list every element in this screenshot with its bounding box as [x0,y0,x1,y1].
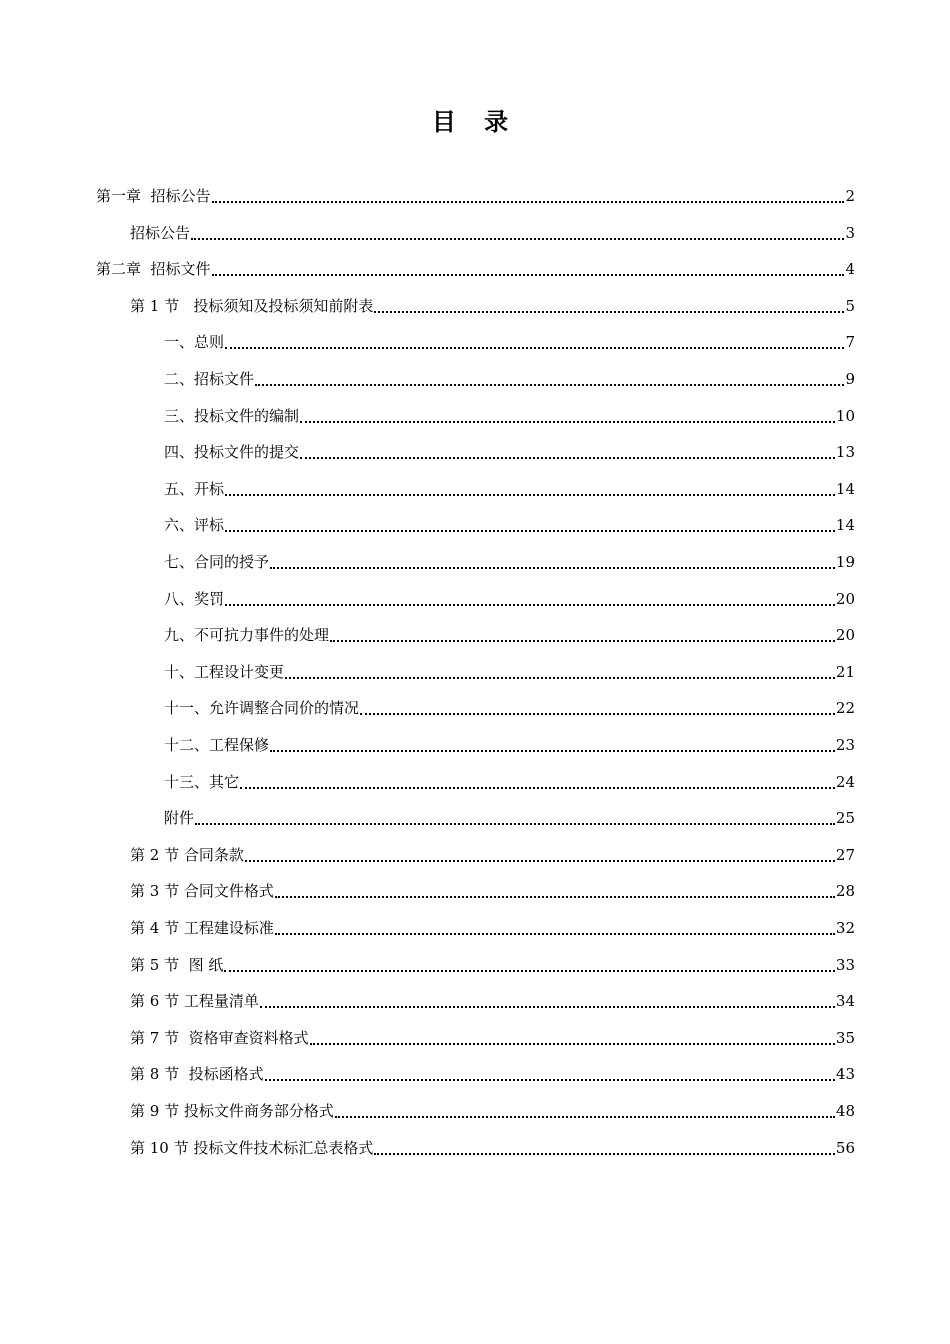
toc-page-number: 23 [835,736,855,754]
toc-page-number: 22 [835,699,855,717]
toc-entry[interactable] [164,654,855,690]
toc-leader-dots [270,567,835,569]
toc-leader-dots [195,823,835,825]
toc-page-number: 19 [835,553,855,571]
toc-entry-title: 一、总则 [164,333,225,351]
toc-page-number: 5 [845,297,855,315]
toc-entry-title: 八、奖罚 [164,590,225,608]
toc-entry-title: 九、不可抗力事件的处理 [164,626,330,644]
toc-leader-dots [275,896,835,898]
toc-page-number: 4 [845,260,855,278]
toc-entry[interactable] [130,215,855,251]
toc-leader-dots [212,274,845,276]
toc-entry-title: 七、合同的授予 [164,553,270,571]
toc-entry-title: 第 1 节 投标须知及投标须知前附表 [130,297,374,315]
toc-entry[interactable] [164,690,855,726]
toc-leader-dots [374,311,844,313]
toc-page-number: 9 [845,370,855,388]
toc-page-number: 28 [835,882,855,900]
toc-entry-title: 第 2 节 合同条款 [130,846,244,864]
toc-page-number: 35 [835,1029,855,1047]
toc-entry[interactable] [164,544,855,580]
toc-entry-title: 招标公告 [130,224,191,242]
toc-entry-title: 四、投标文件的提交 [164,443,300,461]
toc-entry[interactable] [164,727,855,763]
toc-entry-title: 十二、工程保修 [164,736,270,754]
toc-entry-title: 第 6 节 工程量清单 [130,992,259,1010]
toc-leader-dots [310,1043,835,1045]
toc-entry[interactable] [130,1130,855,1166]
toc-entry-title: 六、评标 [164,516,225,534]
toc-entry[interactable] [164,361,855,397]
toc-entry[interactable] [130,288,855,324]
toc-entry[interactable] [164,434,855,470]
toc-leader-dots [225,604,835,606]
toc-page-number: 20 [835,626,855,644]
toc-leader-dots [275,933,835,935]
toc-entry[interactable] [164,581,855,617]
toc-leader-dots [330,640,835,642]
toc-leader-dots [374,1153,835,1155]
toc-entry-title: 第 10 节 投标文件技术标汇总表格式 [130,1139,374,1157]
toc-entry-title: 二、招标文件 [164,370,255,388]
toc-entry-title: 第 9 节 投标文件商务部分格式 [130,1102,334,1120]
toc-page-number: 7 [845,333,855,351]
toc-entry[interactable] [164,507,855,543]
toc-leader-dots [270,750,835,752]
toc-leader-dots [255,384,844,386]
toc-leader-dots [300,421,835,423]
toc-page-number: 56 [835,1139,855,1157]
toc-page-number: 34 [835,992,855,1010]
toc-page-number: 21 [835,663,855,681]
toc-leader-dots [300,457,835,459]
toc-leader-dots [240,787,835,789]
toc-page-number: 13 [835,443,855,461]
toc-page-number: 48 [835,1102,855,1120]
toc-page-number: 2 [845,187,855,205]
toc-page-number: 24 [835,773,855,791]
toc-entry-title: 第 5 节 图 纸 [130,956,224,974]
toc-entry[interactable] [130,983,855,1019]
toc-entry[interactable] [164,324,855,360]
toc-entry[interactable] [164,471,855,507]
toc-entry-title: 第一章 招标公告 [96,187,211,205]
page-title: 目 录 [431,108,519,136]
toc-entry[interactable] [130,910,855,946]
toc-leader-dots [212,201,845,203]
toc-page-number: 14 [835,516,855,534]
toc-entry-title: 第 7 节 资格审查资料格式 [130,1029,309,1047]
toc-page-number: 27 [835,846,855,864]
toc-entry-title: 十三、其它 [164,773,240,791]
toc-page-number: 43 [835,1065,855,1083]
toc-leader-dots [245,860,835,862]
toc-entry[interactable] [96,178,855,214]
toc-entry-title: 第 3 节 合同文件格式 [130,882,274,900]
toc-entry[interactable] [164,398,855,434]
toc-leader-dots [360,713,835,715]
toc-entry[interactable] [130,873,855,909]
toc-entry[interactable] [96,251,855,287]
toc-leader-dots [225,494,835,496]
toc-leader-dots [265,1079,835,1081]
toc-entry[interactable] [130,1093,855,1129]
toc-entry-title: 五、开标 [164,480,225,498]
toc-page-number: 20 [835,590,855,608]
toc-entry[interactable] [130,837,855,873]
toc-entry[interactable] [130,1020,855,1056]
toc-entry-title: 第二章 招标文件 [96,260,211,278]
toc-leader-dots [260,1006,835,1008]
toc-page-number: 14 [835,480,855,498]
toc-entry[interactable] [130,947,855,983]
toc-leader-dots [224,970,835,972]
toc-entry-title: 第 8 节 投标函格式 [130,1065,264,1083]
toc-entry-title: 附件 [164,809,195,827]
toc-page-number: 32 [835,919,855,937]
toc-leader-dots [335,1116,835,1118]
toc-entry-title: 十一、允许调整合同价的情况 [164,699,360,717]
toc-leader-dots [285,677,835,679]
toc-entry-title: 第 4 节 工程建设标准 [130,919,274,937]
toc-entry-title: 十、工程设计变更 [164,663,285,681]
toc-entry[interactable] [130,1056,855,1092]
toc-page-number: 25 [835,809,855,827]
toc-leader-dots [225,530,835,532]
toc-page-number: 33 [835,956,855,974]
toc-entry[interactable] [164,617,855,653]
toc-page-number: 10 [835,407,855,425]
toc-page-number: 3 [845,224,855,242]
toc-entry-title: 三、投标文件的编制 [164,407,300,425]
toc-entry[interactable] [164,800,855,836]
toc-entry[interactable] [164,764,855,800]
toc-leader-dots [191,238,844,240]
toc-leader-dots [225,347,844,349]
